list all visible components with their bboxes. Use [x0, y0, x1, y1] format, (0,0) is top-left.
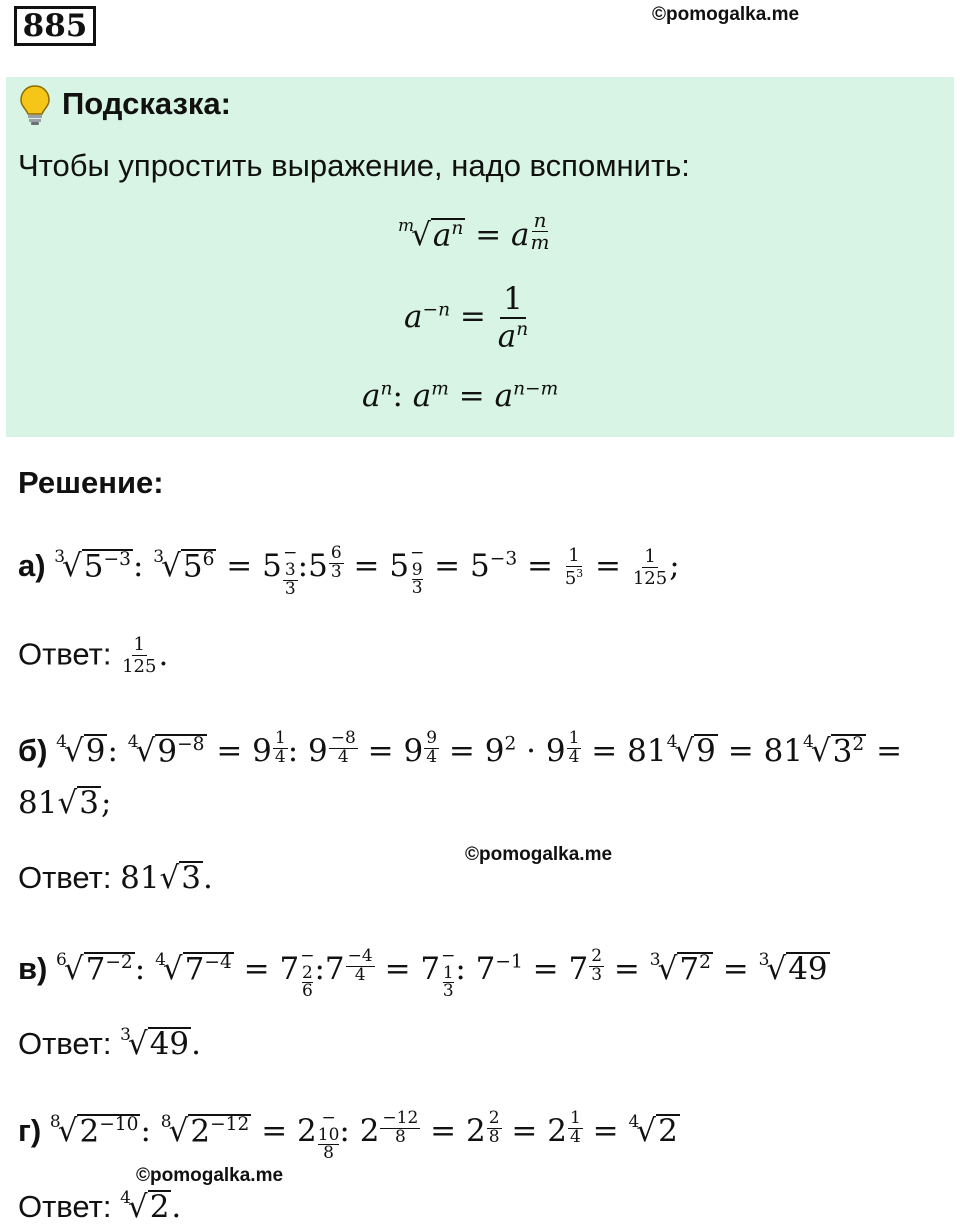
part-b: б) $^4$√9: $^4√9^{-8} = 9$ $\frac{1}{4}$ : 9 $\frac{-8}{4}$ = 9 $\frac{9}{4}$ = $9^2 \cdot 9$ $\frac{1}{4}$ = $81^4√9 = 81^4√3^2$ = [18, 728, 903, 769]
watermark-bottom: ©pomogalka.me [136, 1165, 284, 1186]
answer-c: Ответ: $^3$√49. [18, 1025, 201, 1062]
hint-text: Чтобы упростить выражение, надо вспомнить: [18, 148, 690, 183]
hint-title: Подсказка: [62, 86, 231, 121]
answer-d-label: Ответ: [18, 1189, 112, 1224]
solution-title: Решение: [18, 465, 164, 500]
part-b-continued: 81√3; [18, 785, 112, 821]
part-d: г) $^8√2^{-10}$: $^8√2^{-12} = 2$ − 10 8 : 2 $\frac{-12}{8}$ = 2 $\frac{2}{8}$ = 2 $\frac{1}{4}$ = $^4$√2 [18, 1108, 678, 1163]
answer-b: Ответ: 81√3. [18, 860, 213, 896]
part-a-label: а) [18, 548, 46, 583]
answer-d: Ответ: $^4$√2. [18, 1188, 182, 1225]
answer-a: Ответ: $\frac{1}{125}$ . [18, 634, 169, 677]
part-c: в) $^6√7^{-2}$: $^4√7^{-4} = 7-$ 2 6 :7 $\frac{-4}{4}$ = 7− 1 3 : $7^{-1} = 7$ $\frac{2}{3}$ = $^3√7^2 = ^3√49$ [18, 946, 828, 1001]
problem-number: 885 [14, 6, 96, 46]
lightbulb-icon [18, 84, 52, 126]
watermark-top: ©pomogalka.me [652, 4, 800, 25]
formula-root-power: $^m√a^n = a$ $\frac{n}{m}$ [398, 208, 550, 254]
answer-b-label: Ответ: [18, 860, 112, 895]
answer-a-label: Ответ: [18, 636, 112, 672]
part-a: а) $^3√5^{-3}$: $^3√5^6 = 5-$ 3 3 :5 $\frac{6}{3}$ = 5− 9 3 = $5^{-3}$ = $\frac{1}{5^3}$ = $\frac{1}{125}$ ; [18, 543, 680, 599]
formula-negative-power: $a^{-n}$ = $\frac{1}{a^n}$ [404, 281, 529, 355]
watermark-middle: ©pomogalka.me [465, 844, 613, 865]
part-c-label: в) [18, 951, 48, 986]
formula-division: $a^n$: $a^m = a^{n-m}$ [362, 378, 559, 414]
answer-c-label: Ответ: [18, 1026, 112, 1061]
part-d-label: г) [18, 1113, 42, 1148]
part-b-label: б) [18, 733, 48, 768]
